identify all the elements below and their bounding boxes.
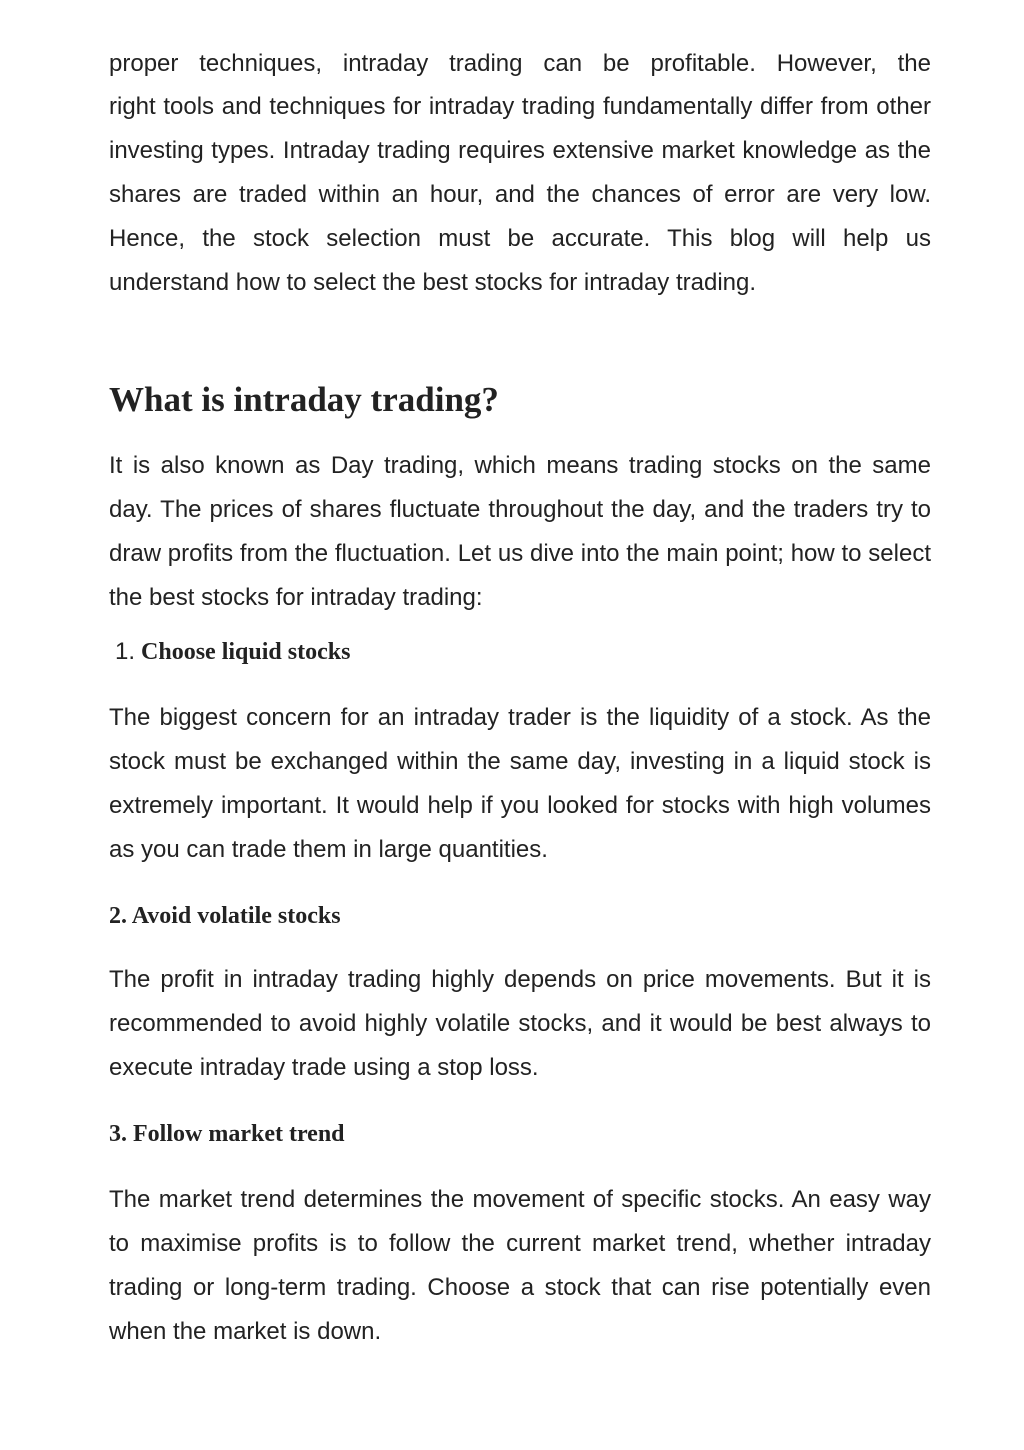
- tip-heading-1: [115, 632, 350, 672]
- section-paragraph: It is also known as Day trading, which means trading stocks on the same day. The prices of shares fluctuate throughout the day, and the traders try to draw profits from the fluctuation. Let us dive into the main point; how to select the best stocks for intraday trading:: [109, 452, 931, 611]
- tip-heading-3: [109, 1114, 345, 1154]
- section-heading: What is intraday trading?: [109, 380, 499, 419]
- tip-body-1: The biggest concern for an intraday trader is the liquidity of a stock. As the stock must be exchanged within the same day, investing in a liquid stock is extremely important. It would help if you looked for stocks with high volumes as you can trade them in large quantities.: [109, 704, 931, 863]
- clipped-top-line: proper techniques, intraday trading can be profitable. However, the: [109, 50, 931, 77]
- tip-number-2: 2.: [109, 903, 127, 929]
- tip-heading-2: [109, 896, 341, 936]
- tip-body-2: The profit in intraday trading highly depends on price movements. But it is recommended to avoid highly volatile stocks, and it would be best always to execute intraday trade using a stop loss.: [109, 966, 931, 1081]
- tip-body-3: The market trend determines the movement of specific stocks. An easy way to maximise profits is to follow the current market trend, whether intraday trading or long-term trading. Choose a stock that can rise potentially even when the market is down.: [109, 1186, 931, 1345]
- intro-paragraph: right tools and techniques for intraday trading fundamentally differ from other investing types. Intraday trading requires extensive market knowledge as the shares are traded within an hour, and the chances of error are very low. Hence, the stock selection must be accurate. This blog will help us understand how to select the best stocks for intraday trading.: [109, 93, 931, 296]
- tip-number-1: 1.: [115, 638, 136, 665]
- clipped-top-line-container: [109, 0, 931, 78]
- tip-number-3: 3.: [109, 1121, 127, 1147]
- tip-title-1: Choose liquid stocks: [141, 639, 351, 665]
- tip-title-2: Avoid volatile stocks: [131, 903, 341, 929]
- tip-title-3: Follow market trend: [133, 1121, 345, 1147]
